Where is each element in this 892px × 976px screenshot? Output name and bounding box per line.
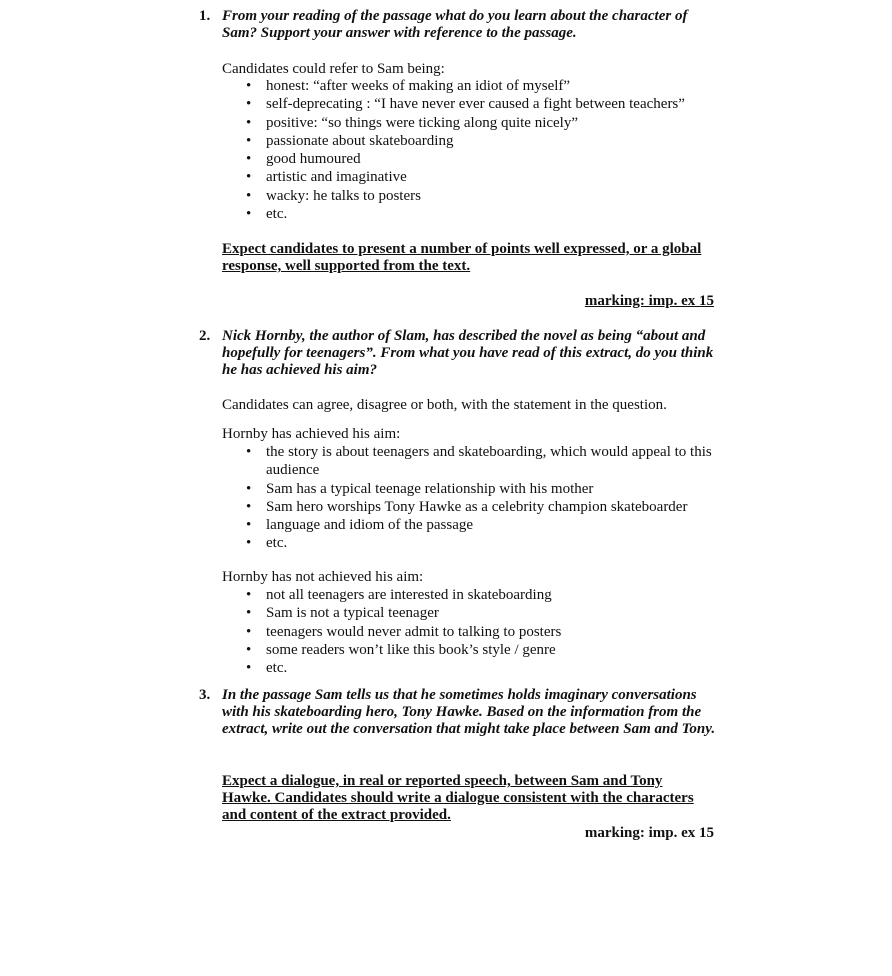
question-1-marking: marking: imp. ex 15 — [584, 293, 714, 309]
list-item: • self-deprecating : “I have never ever caused a fight between teachers” — [246, 96, 685, 113]
list-item: • wacky: he talks to posters — [246, 187, 421, 204]
question-1-bullet-list — [222, 77, 722, 223]
bullet-icon: • — [246, 660, 252, 677]
list-item: • positive: “so things were ticking along quite nicely” — [246, 114, 579, 131]
question-3-text: In the passage Sam tells us that he sometimes holds imaginary conversations with his skateboarding hero, Tony Hawke. Based on the information from the extract, write out the conversation that might take place between Sam and Tony. — [222, 687, 716, 737]
list-item: • language and idiom of the passage — [246, 517, 474, 534]
list-item: • Sam has a typical teenage relationship with his mother — [246, 480, 594, 497]
question-2-not-achieved-heading: Hornby has not achieved his aim: — [222, 569, 424, 585]
question-2-achieved-heading: Hornby has achieved his aim: — [222, 426, 401, 442]
bullet-icon: • — [246, 444, 252, 460]
list-item: • honest: “after weeks of making an idiot of myself” — [246, 78, 571, 94]
bullet-icon: • — [246, 78, 252, 94]
bullet-icon: • — [246, 132, 252, 149]
question-3-marking: marking: imp. ex 15 — [584, 825, 714, 841]
list-item: • teenagers would never admit to talking to posters — [246, 623, 562, 640]
question-2-intro: Candidates can agree, disagree or both, with the statement in the question. — [222, 397, 667, 413]
bullet-icon: • — [246, 641, 252, 658]
question-2-text: Nick Hornby, the author of Slam, has described the novel as being “about and hopefully for teenagers”. From what you have read of this extract, do you think he has achieved his aim? — [222, 328, 714, 378]
question-1-text: From your reading of the passage what do you learn about the character of Sam? Support your answer with reference to the passage. — [222, 8, 688, 41]
bullet-icon: • — [246, 480, 252, 497]
question-3-expectation: Expect a dialogue, in real or reported speech, between Sam and Tony Hawke. Candidates should write a dialogue consistent with the characters and content of the extract provided. — [222, 773, 694, 823]
bullet-icon: • — [246, 169, 252, 186]
question-2-not-achieved-list — [222, 586, 722, 677]
bullet-icon: • — [246, 605, 252, 622]
bullet-icon: • — [246, 587, 252, 603]
bullet-icon: • — [246, 96, 252, 113]
list-item: • artistic and imaginative — [246, 169, 407, 186]
list-item: • Sam hero worships Tony Hawke as a celebrity champion skateboarder — [246, 498, 688, 515]
list-item: • not all teenagers are interested in skateboarding — [246, 587, 552, 603]
bullet-icon: • — [246, 114, 252, 131]
question-3-number: 3. — [199, 687, 211, 703]
question-2-achieved-list — [222, 443, 732, 553]
list-item: • some readers won’t like this book’s style / genre — [246, 641, 556, 658]
list-item: • passionate about skateboarding — [246, 132, 454, 149]
list-item: • etc. — [246, 206, 288, 223]
bullet-icon: • — [246, 206, 252, 223]
bullet-icon: • — [246, 498, 252, 515]
question-1-intro: Candidates could refer to Sam being: — [222, 61, 445, 77]
list-item: • Sam is not a typical teenager — [246, 605, 439, 622]
bullet-icon: • — [246, 535, 252, 552]
question-1-expectation: Expect candidates to present a number of points well expressed, or a global response, well supported from the text. — [222, 241, 702, 274]
bullet-icon: • — [246, 623, 252, 640]
list-item: • good humoured — [246, 151, 361, 168]
bullet-icon: • — [246, 187, 252, 204]
question-2-number: 2. — [199, 328, 211, 344]
question-1-number: 1. — [199, 8, 211, 24]
list-item: • etc. — [246, 660, 288, 677]
list-item: • etc. — [246, 535, 288, 552]
bullet-icon: • — [246, 517, 252, 534]
list-item: • the story is about teenagers and skateboarding, which would appeal to this audience — [246, 444, 712, 479]
bullet-icon: • — [246, 151, 252, 168]
